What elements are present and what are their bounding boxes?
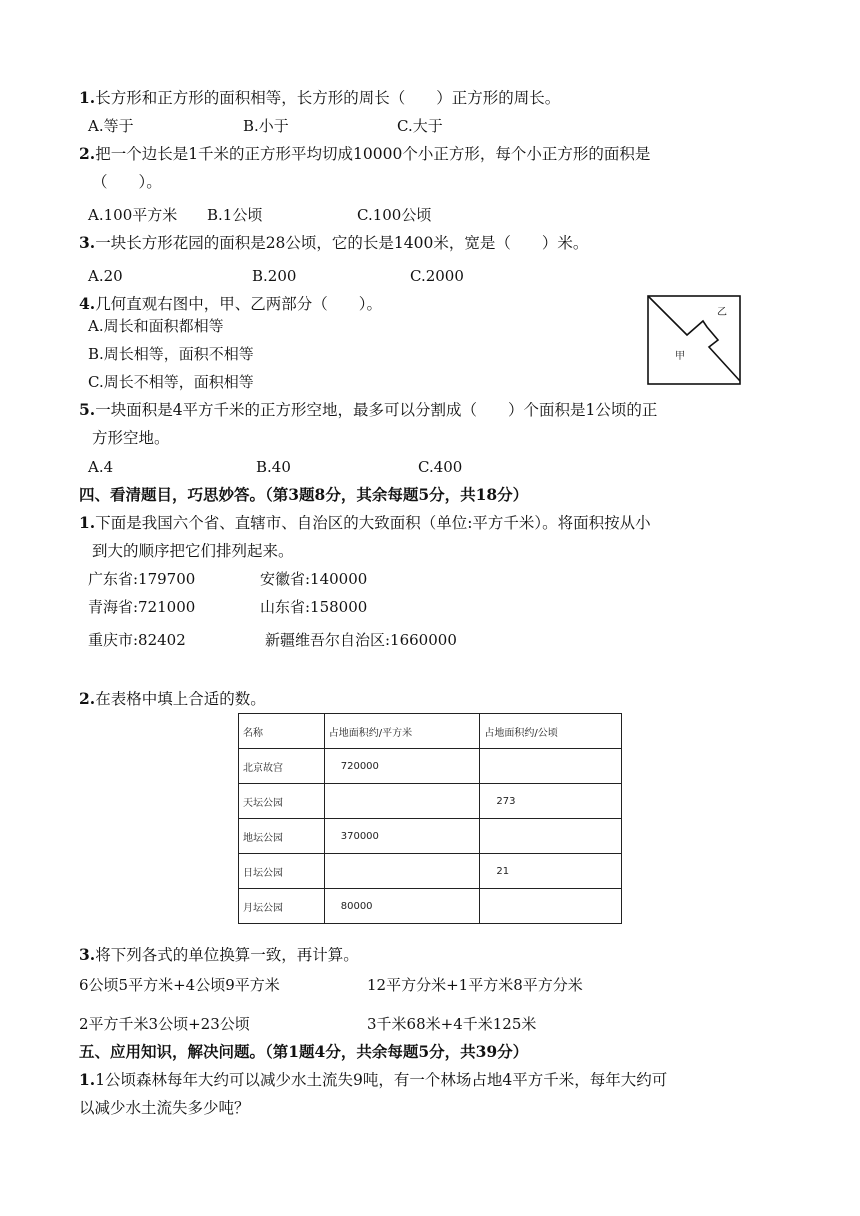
table-cell xyxy=(480,889,622,924)
s4q1-stem-cont: 到大的顺序把它们排列起来。 xyxy=(92,542,294,560)
table-cell: 80000 xyxy=(324,889,480,924)
q3-text: 一块长方形花园的面积是28公顷，它的长是1400米，宽是（ ）米。 xyxy=(95,234,589,252)
q4-option-b: B.周长相等，面积不相等 xyxy=(88,345,254,363)
q5-stem-cont: 方形空地。 xyxy=(92,429,170,447)
q4-figure-label-jia: 甲 xyxy=(675,351,685,362)
s4q2-number: 2. xyxy=(79,689,96,708)
table-header: 占地面积约/公顷 xyxy=(480,714,622,749)
s4q3-number: 3. xyxy=(79,945,96,964)
q4-number: 4. xyxy=(79,294,96,313)
section-5-title: 五、应用知识，解决问题。（第1题4分，共余每题5分，共39分） xyxy=(79,1042,529,1061)
table-cell xyxy=(480,749,622,784)
table-header: 占地面积约/平方米 xyxy=(324,714,480,749)
q1-option-b: B.小于 xyxy=(243,117,289,135)
s4q1-text: 下面是我国六个省、直辖市、自治区的大致面积（单位:平方千米）。将面积按从小 xyxy=(95,514,651,532)
conversion-expr-2: 12平方分米+1平方米8平方分米 xyxy=(367,976,583,994)
q1-text: 长方形和正方形的面积相等，长方形的周长（ ）正方形的周长。 xyxy=(95,89,561,107)
table-cell xyxy=(324,784,480,819)
table-header: 名称 xyxy=(239,714,325,749)
q3-option-b: B.200 xyxy=(252,267,297,285)
s4q2-text: 在表格中填上合适的数。 xyxy=(95,690,266,708)
q5-option-a: A.4 xyxy=(88,458,114,476)
s4q1-stem xyxy=(79,513,651,533)
table-row xyxy=(239,854,622,889)
q2-option-a: A.100平方米 xyxy=(88,206,178,224)
q5-option-b: B.40 xyxy=(256,458,291,476)
conversion-expr-3: 2平方千米3公顷+23公顷 xyxy=(79,1015,250,1033)
q3-number: 3. xyxy=(79,233,96,252)
area-item-chongqing: 重庆市:82402 xyxy=(88,631,186,649)
q1-option-a: A.等于 xyxy=(88,117,134,135)
q3-option-a: A.20 xyxy=(88,267,123,285)
area-item-shandong: 山东省:158000 xyxy=(260,598,368,616)
q1-stem xyxy=(79,88,560,108)
s4q3-text: 将下列各式的单位换算一致，再计算。 xyxy=(95,946,359,964)
q5-stem xyxy=(79,400,657,420)
conversion-expr-1: 6公顷5平方米+4公顷9平方米 xyxy=(79,976,280,994)
table-cell: 21 xyxy=(480,854,622,889)
table-cell: 北京故宫 xyxy=(239,749,325,784)
q5-number: 5. xyxy=(79,400,96,419)
q3-stem xyxy=(79,233,588,253)
table-row xyxy=(239,819,622,854)
s5q1-stem xyxy=(79,1070,667,1090)
table-cell: 370000 xyxy=(324,819,480,854)
q4-option-c: C.周长不相等，面积相等 xyxy=(88,373,254,391)
q4-stem xyxy=(79,294,382,314)
q3-option-c: C.2000 xyxy=(410,267,464,285)
area-item-guangdong: 广东省:179700 xyxy=(88,570,196,588)
q2-text: 把一个边长是1千米的正方形平均切成10000个小正方形，每个小正方形的面积是 xyxy=(95,145,651,163)
table-cell: 日坛公园 xyxy=(239,854,325,889)
q1-number: 1. xyxy=(79,88,96,107)
q2-number: 2. xyxy=(79,144,96,163)
q2-option-b: B.1公顷 xyxy=(207,206,263,224)
q5-text: 一块面积是4平方千米的正方形空地，最多可以分割成（ ）个面积是1公顷的正 xyxy=(95,401,658,419)
q4-option-a: A.周长和面积都相等 xyxy=(88,317,224,335)
table-row xyxy=(239,889,622,924)
table-header-row xyxy=(239,714,622,749)
area-item-xinjiang: 新疆维吾尔自治区:1660000 xyxy=(265,631,457,649)
table-cell xyxy=(324,854,480,889)
s4q1-number: 1. xyxy=(79,513,96,532)
q2-stem-cont: （ ）。 xyxy=(92,173,162,191)
s5q1-stem-cont: 以减少水土流失多少吨？ xyxy=(79,1099,250,1117)
q1-option-c: C.大于 xyxy=(397,117,443,135)
s4q2-stem xyxy=(79,689,266,709)
table-cell: 720000 xyxy=(324,749,480,784)
conversion-expr-4: 3千米68米+4千米125米 xyxy=(367,1015,537,1033)
table-cell xyxy=(480,819,622,854)
q2-stem xyxy=(79,144,650,164)
table-row xyxy=(239,749,622,784)
q4-geometry-figure xyxy=(647,295,741,385)
table-row xyxy=(239,784,622,819)
q4-text: 几何直观右图中，甲、乙两部分（ ）。 xyxy=(95,295,382,313)
table-cell: 月坛公园 xyxy=(239,889,325,924)
q4-figure-label-yi: 乙 xyxy=(717,307,727,318)
park-area-table xyxy=(238,713,622,924)
q5-option-c: C.400 xyxy=(418,458,463,476)
section-4-title: 四、看清题目，巧思妙答。（第3题8分，其余每题5分，共18分） xyxy=(79,485,529,504)
area-item-qinghai: 青海省:721000 xyxy=(88,598,196,616)
q2-option-c: C.100公顷 xyxy=(357,206,432,224)
s5q1-text: 1公顷森林每年大约可以减少水土流失9吨，有一个林场占地4平方千米，每年大约可 xyxy=(95,1071,668,1089)
table-cell: 地坛公园 xyxy=(239,819,325,854)
s5q1-number: 1. xyxy=(79,1070,96,1089)
table-cell: 273 xyxy=(480,784,622,819)
s4q3-stem xyxy=(79,945,359,965)
table-cell: 天坛公园 xyxy=(239,784,325,819)
area-item-anhui: 安徽省:140000 xyxy=(260,570,368,588)
